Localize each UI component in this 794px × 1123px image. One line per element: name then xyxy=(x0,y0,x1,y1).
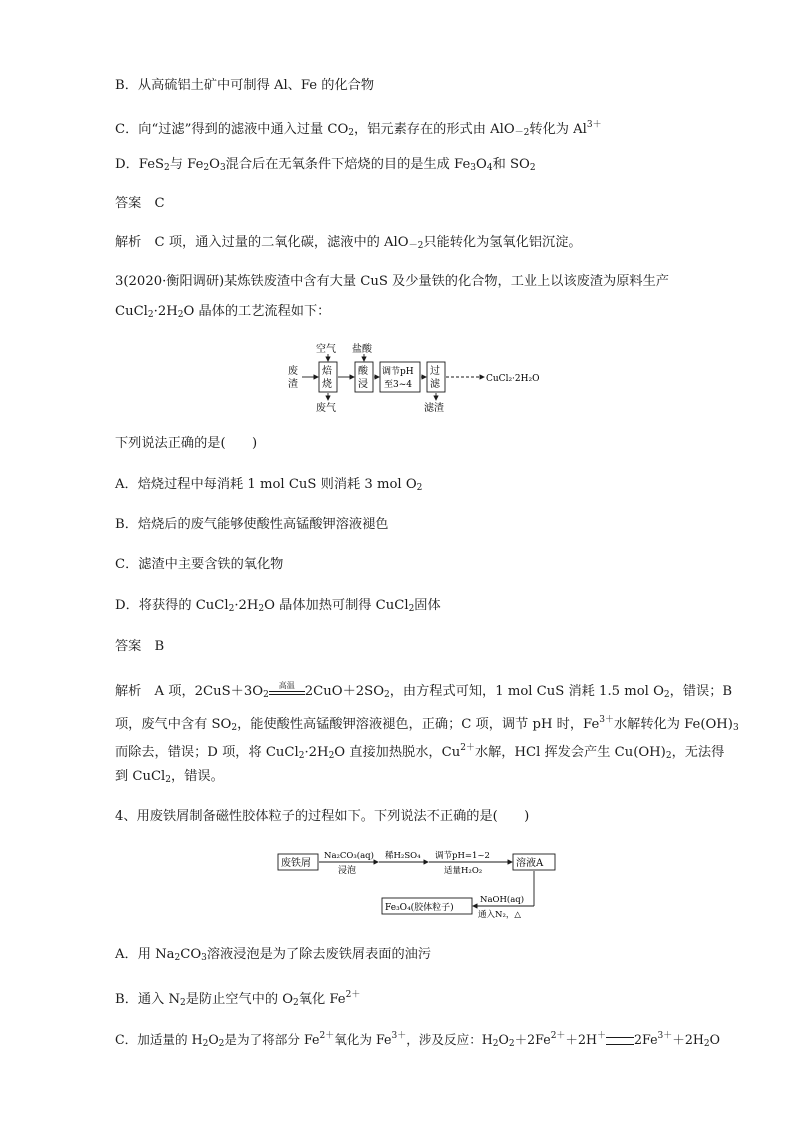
q2-answer: 答案 C xyxy=(115,196,165,211)
reaction-condition-arrow: 高温 xyxy=(269,685,305,699)
svg-text:调节pH: 调节pH xyxy=(382,367,414,377)
svg-text:Fe₃O₄(胶体粒子): Fe₃O₄(胶体粒子) xyxy=(385,903,454,913)
flow-input-bottom: 渣 xyxy=(288,379,298,390)
q2-option-c: C．向“过滤”得到的滤液中通入过量 $CO_2$，铝元素存在的形式由 AlO$_{-2}$转化为 $Al^{3+}$ xyxy=(115,120,602,138)
q3-analysis-line4: 到 CuCl$_2$，错误。 xyxy=(115,769,224,785)
q3-prompt: 下列说法正确的是( ) xyxy=(115,436,258,451)
q3-option-b: B．焙烧后的废气能够使酸性高锰酸钾溶液褪色 xyxy=(115,517,389,532)
flow-na2co3: Na₂CO₃(aq) xyxy=(324,851,374,861)
q3-analysis-line3: 而除去，错误；D 项，将 $CuCl_2\cdot 2H_2O$ 直接加热脱水，$Cu^{2+}$水解，HCl 挥发会产生 $Cu(OH)_2$，无法得 xyxy=(115,743,725,761)
svg-text:浸: 浸 xyxy=(358,379,368,390)
flow-n2-heat: 通入N₂，△ xyxy=(478,910,521,920)
svg-text:酸: 酸 xyxy=(358,366,368,377)
flow-input-top: 废 xyxy=(288,366,298,377)
equals-double-line xyxy=(606,1037,634,1045)
q3-stem-line2: $CuCl_2\cdot 2H_2O$ 晶体的工艺流程如下： xyxy=(115,304,331,320)
q3-option-d: D．将获得的 $CuCl_2\cdot 2H_2O$ 晶体加热可制得 CuCl$_2$固体 xyxy=(115,598,441,614)
q3-answer: 答案 B xyxy=(115,639,165,654)
flow-adjust-ph: 调节pH=1~2 xyxy=(435,851,490,861)
flow-air: 空气 xyxy=(316,344,336,355)
q3-analysis-line1: 解析 A 项，$2CuS+3O_2$ 高温 $2CuO+2SO_2$，由方程式可知，1 mol CuS 消耗 1.5 mol $O_2$，错误；B xyxy=(115,680,733,700)
q4-option-a: A．用 $Na_2CO_3$溶液浸泡是为了除去废铁屑表面的油污 xyxy=(115,947,432,963)
flow-soak: 浸泡 xyxy=(338,866,357,876)
flow-naoh: NaOH(aq) xyxy=(480,895,525,905)
svg-text:滤: 滤 xyxy=(430,379,440,390)
flow-residue: 滤渣 xyxy=(424,403,444,414)
flow-hcl: 盐酸 xyxy=(352,344,372,355)
svg-text:溶液A: 溶液A xyxy=(516,858,544,869)
q4-option-c: C．加适量的 $H_2O_2$是为了将部分 $Fe^{2+}$氧化为 $Fe^{3+}$，涉及反应：$H_2O_2+2Fe^{2+}+2H^+$ $2Fe^{3+}+2H_2O$ xyxy=(115,1031,720,1049)
q4-stem: 4、用废铁屑制备磁性胶体粒子的过程如下。下列说法不正确的是( ) xyxy=(115,809,530,824)
q4-option-b: B．通入 $N_2$是防止空气中的 $O_2$氧化 $Fe^{2+}$ xyxy=(115,990,361,1008)
q2-option-d: D．FeS$_2$与 $Fe_2O_3$混合后在无氧条件下焙烧的目的是生成 $Fe_3O_4$和 $SO_2$ xyxy=(115,157,536,173)
q3-analysis-line2: 项，废气中含有 $SO_2$，能使酸性高锰酸钾溶液褪色，正确；C 项，调节 pH 时，$Fe^{3+}$水解转化为 $Fe(OH)_3$ xyxy=(115,715,739,733)
svg-text:烧: 烧 xyxy=(322,379,332,390)
q3-stem-line1: 3(2020·衡阳调研)某炼铁废渣中含有大量 CuS 及少量铁的化合物，工业上以该废渣为原料生产 xyxy=(115,274,669,289)
flow-exhaust: 废气 xyxy=(316,403,336,414)
q2-option-b: B．从高硫铝土矿中可制得 Al、Fe 的化合物 xyxy=(115,78,375,93)
q3-option-c: C．滤渣中主要含铁的氧化物 xyxy=(115,557,284,572)
svg-text:过: 过 xyxy=(430,366,440,377)
q3-flow-diagram xyxy=(280,340,580,415)
q3-option-a: A．焙烧过程中每消耗 1 mol CuS 则消耗 3 mol $O_2$ xyxy=(115,477,423,493)
svg-text:至3~4: 至3~4 xyxy=(384,380,412,390)
flow-product: CuCl₂·2H₂O xyxy=(486,374,540,384)
svg-text:焙: 焙 xyxy=(322,366,332,377)
q4-flow-diagram xyxy=(272,848,572,920)
flow-h2o2: 适量H₂O₂ xyxy=(444,866,483,876)
flow-h2so4: 稀H₂SO₄ xyxy=(385,851,421,861)
svg-text:废铁屑: 废铁屑 xyxy=(281,858,311,869)
q2-analysis: 解析 C 项，通入过量的二氧化碳，滤液中的 AlO$_{-2}$只能转化为氢氧化铝沉淀。 xyxy=(115,235,582,251)
